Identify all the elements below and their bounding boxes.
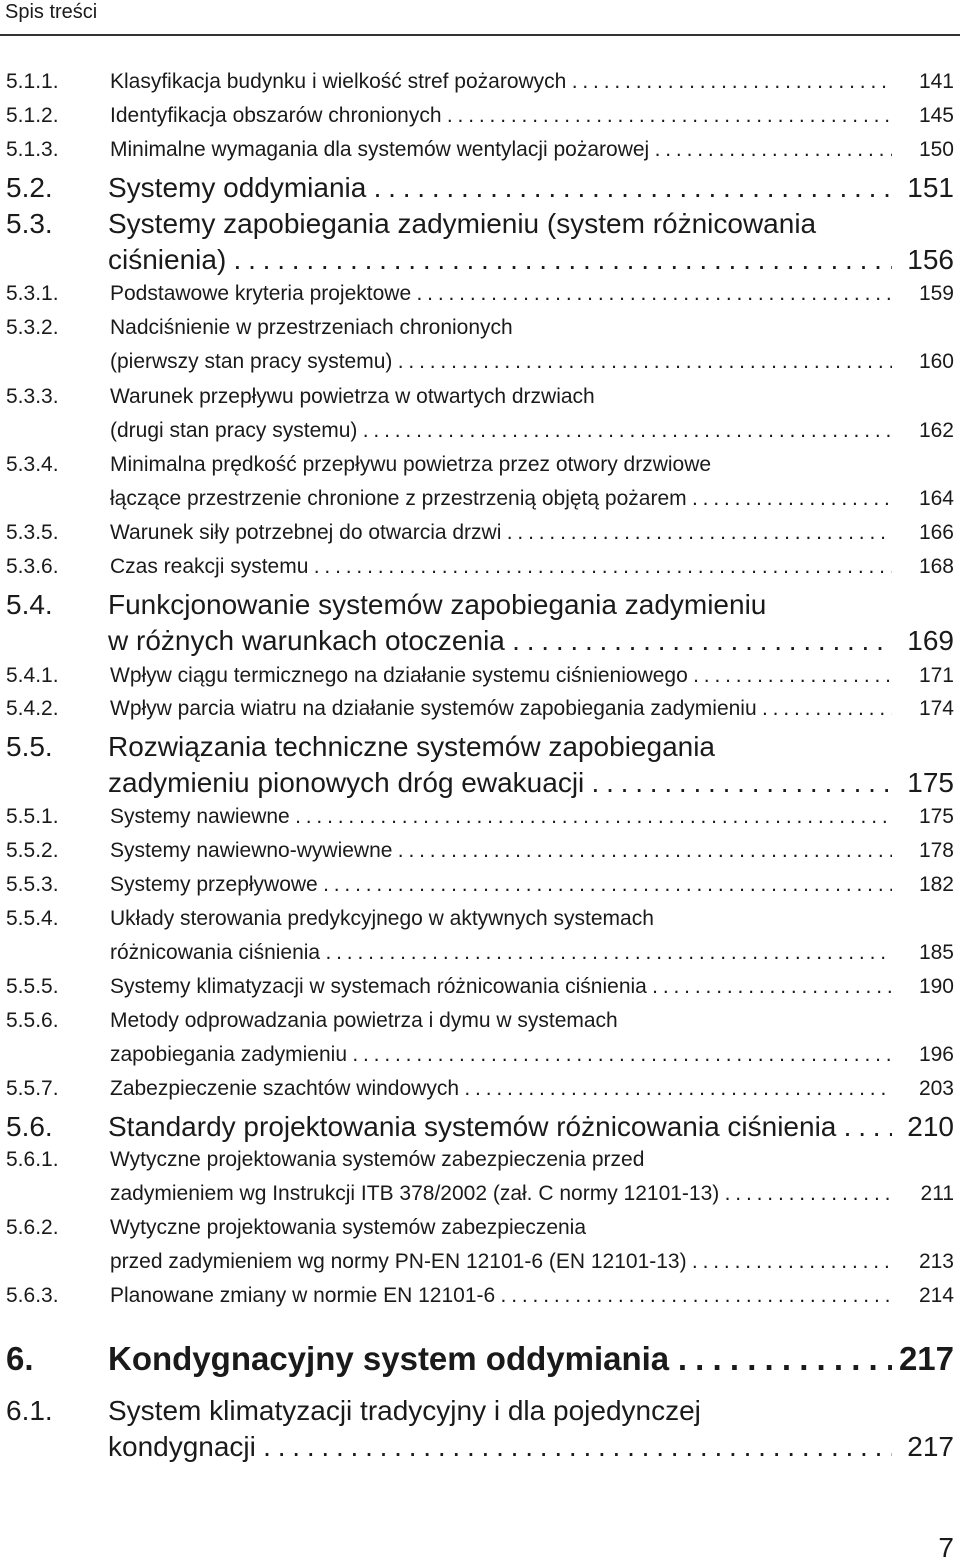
toc-entry-title: Systemy zapobiegania zadymieniu (system różnicowania xyxy=(108,208,817,239)
toc-entry-title: System klimatyzacji tradycyjny i dla pojedynczej xyxy=(108,1395,701,1426)
toc-entry-number: 5.4. xyxy=(6,589,53,620)
toc-entry[interactable] xyxy=(0,138,960,172)
toc-entry-number: 5.3.1. xyxy=(6,282,59,305)
toc-entry-page: 164 xyxy=(918,487,954,510)
toc-entry[interactable] xyxy=(0,316,960,384)
toc-entry-title: Kondygnacyjny system oddymiania . . . xyxy=(108,1340,892,1378)
toc-entry-title: ciśnienia) . . . xyxy=(108,244,892,276)
toc-entry[interactable] xyxy=(0,873,960,907)
toc-entry-number: 5.6.1. xyxy=(6,1148,59,1171)
toc-entry-title: przed zadymieniem wg normy PN-EN 12101-6 (EN 12101-13) . . . xyxy=(110,1250,892,1274)
toc-entry-title: zadymieniu pionowych dróg ewakuacji . . . xyxy=(108,767,892,799)
toc-entry[interactable] xyxy=(0,907,960,975)
toc-entry-page: 171 xyxy=(918,664,954,687)
toc-entry-page: 214 xyxy=(918,1284,954,1307)
toc-entry-title: Minimalne wymagania dla systemów wentylacji pożarowej . . . xyxy=(110,138,892,162)
toc-entry-title: Czas reakcji systemu . . . xyxy=(110,555,892,579)
toc-entry-page: 210 xyxy=(907,1111,954,1142)
toc-entry-number: 5.1.2. xyxy=(6,104,59,127)
toc-entry-number: 5.3. xyxy=(6,208,53,239)
toc-entry-title: Systemy nawiewno-wywiewne . . . xyxy=(110,839,892,863)
toc-entry-title: Podstawowe kryteria projektowe . . . xyxy=(110,282,892,306)
page-number: 7 xyxy=(938,1532,954,1563)
toc-entry[interactable] xyxy=(0,664,960,698)
toc-entry-title: Warunek siły potrzebnej do otwarcia drzwi . . . xyxy=(110,521,892,545)
toc-entry-title: Funkcjonowanie systemów zapobiegania zadymieniu xyxy=(108,589,767,620)
toc-entry-title: Planowane zmiany w normie EN 12101-6 . . . xyxy=(110,1284,892,1308)
toc-entry[interactable] xyxy=(0,208,960,280)
toc-entry-title: Wytyczne projektowania systemów zabezpieczenia xyxy=(110,1216,587,1239)
toc-entry-number: 5.5.4. xyxy=(6,907,59,930)
toc-entry[interactable] xyxy=(0,521,960,555)
toc-entry-title: Identyfikacja obszarów chronionych . . . xyxy=(110,104,892,128)
toc-entry[interactable] xyxy=(0,1111,960,1147)
toc-entry-title: różnicowania ciśnienia . . . xyxy=(110,941,892,965)
toc-entry-number: 5.2. xyxy=(6,172,53,203)
toc-entry-title: Systemy przepływowe . . . xyxy=(110,873,892,897)
toc-entry-page: 175 xyxy=(907,767,954,798)
toc-entry[interactable] xyxy=(0,282,960,316)
toc-entry-number: 5.4.2. xyxy=(6,697,59,720)
toc-entry-page: 174 xyxy=(918,697,954,720)
toc-entry[interactable] xyxy=(0,385,960,453)
toc-entry-page: 211 xyxy=(920,1182,954,1205)
toc-entry[interactable] xyxy=(0,1077,960,1111)
toc-entry-title: Układy sterowania predykcyjnego w aktywnych systemach xyxy=(110,907,654,930)
toc-entry-number: 5.3.2. xyxy=(6,316,59,339)
toc-entry-page: 203 xyxy=(918,1077,954,1100)
toc-entry[interactable] xyxy=(0,555,960,589)
toc-entry-page: 217 xyxy=(907,1431,954,1462)
toc-entry-page: 156 xyxy=(907,244,954,275)
toc-entry-number: 5.3.4. xyxy=(6,453,59,476)
toc-entry-number: 5.5.3. xyxy=(6,873,59,896)
toc-entry[interactable] xyxy=(0,839,960,873)
toc-entry-number: 5.6. xyxy=(6,1111,53,1142)
toc-entry-title: Minimalna prędkość przepływu powietrza przez otwory drzwiowe xyxy=(110,453,712,476)
toc-entry-number: 5.1.1. xyxy=(6,70,59,93)
toc-entry-number: 5.6.3. xyxy=(6,1284,59,1307)
toc-entry-title: w różnych warunkach otoczenia . . . xyxy=(108,625,892,657)
toc-entry-page: 160 xyxy=(918,350,954,373)
toc-entry-title: Warunek przepływu powietrza w otwartych drzwiach xyxy=(110,385,595,408)
toc-entry-number: 5.5.6. xyxy=(6,1009,59,1032)
toc-entry-title: łączące przestrzenie chronione z przestrzenią objętą pożarem . . . xyxy=(110,487,892,511)
toc-entry-page: 145 xyxy=(918,104,954,127)
toc-entry-page: 150 xyxy=(918,138,954,161)
toc-entry[interactable] xyxy=(0,1009,960,1077)
toc-entry-title: kondygnacji . . . xyxy=(108,1431,892,1463)
toc-entry-page: 168 xyxy=(918,555,954,578)
toc-entry[interactable] xyxy=(0,70,960,104)
toc-entry-title: zadymieniem wg Instrukcji ITB 378/2002 (zał. C normy 12101-13) . . . xyxy=(110,1182,892,1206)
toc-entry-title: Rozwiązania techniczne systemów zapobiegania xyxy=(108,731,716,762)
toc-entry-number: 6. xyxy=(6,1340,34,1377)
toc-entry-number: 5.5.7. xyxy=(6,1077,59,1100)
toc-entry-number: 5.4.1. xyxy=(6,664,59,687)
toc-entry-title: Systemy oddymiania . . . xyxy=(108,172,892,204)
toc-entry[interactable] xyxy=(0,1148,960,1216)
toc-entry-title: Wytyczne projektowania systemów zabezpieczenia przed xyxy=(110,1148,645,1171)
toc-entry-page: 190 xyxy=(918,975,954,998)
toc-entry[interactable] xyxy=(0,1340,960,1380)
toc-entry-title: Zabezpieczenie szachtów windowych . . . xyxy=(110,1077,892,1101)
toc-entry-title: (pierwszy stan pracy systemu) . . . xyxy=(110,350,892,374)
toc-entry-title: Systemy klimatyzacji w systemach różnicowania ciśnienia . . . xyxy=(110,975,892,999)
toc-entry-number: 5.5.2. xyxy=(6,839,59,862)
toc-entry-title: Nadciśnienie w przestrzeniach chronionych xyxy=(110,316,513,339)
toc-entry-page: 162 xyxy=(918,419,954,442)
toc-entry-page: 159 xyxy=(918,282,954,305)
header-title: Spis treści xyxy=(5,1,98,23)
toc-entry-page: 217 xyxy=(898,1340,954,1377)
toc-entry-number: 5.5.1. xyxy=(6,805,59,828)
toc-entry-page: 169 xyxy=(907,625,954,656)
toc-entry-page: 178 xyxy=(918,839,954,862)
toc-entry[interactable] xyxy=(0,1284,960,1318)
toc-entry[interactable] xyxy=(0,975,960,1009)
toc-entry[interactable] xyxy=(0,731,960,803)
toc-entry[interactable] xyxy=(0,172,960,208)
toc-entry-title: Standardy projektowania systemów różnicowania ciśnienia . . . xyxy=(108,1111,892,1143)
toc-entry-page: 213 xyxy=(918,1250,954,1273)
toc-entry-page: 151 xyxy=(907,172,954,203)
toc-entry-number: 5.5. xyxy=(6,731,53,762)
toc-entry[interactable] xyxy=(0,805,960,839)
toc-entry-number: 6.1. xyxy=(6,1395,53,1426)
toc-entry-number: 5.5.5. xyxy=(6,975,59,998)
toc-entry-title: Metody odprowadzania powietrza i dymu w systemach xyxy=(110,1009,618,1032)
toc-entry-title: Wpływ ciągu termicznego na działanie systemu ciśnieniowego . . . xyxy=(110,664,892,688)
toc-entry-title: Klasyfikacja budynku i wielkość stref pożarowych . . . xyxy=(110,70,892,94)
toc-entry-page: 166 xyxy=(918,521,954,544)
toc-entry-number: 5.6.2. xyxy=(6,1216,59,1239)
toc-entry[interactable] xyxy=(0,697,960,731)
page-header xyxy=(0,0,960,36)
toc-entry[interactable] xyxy=(0,589,960,661)
toc-entry-number: 5.3.6. xyxy=(6,555,59,578)
toc-entry-number: 5.3.5. xyxy=(6,521,59,544)
toc-entry[interactable] xyxy=(0,1395,960,1467)
toc-entry[interactable] xyxy=(0,453,960,521)
toc-entry-page: 185 xyxy=(918,941,954,964)
toc-entry-page: 182 xyxy=(918,873,954,896)
toc-entry-title: Wpływ parcia wiatru na działanie systemów zapobiegania zadymieniu . . . xyxy=(110,697,892,721)
toc-entry-page: 175 xyxy=(918,805,954,828)
toc-entry-title: zapobiegania zadymieniu . . . xyxy=(110,1043,892,1067)
toc-entry-number: 5.1.3. xyxy=(6,138,59,161)
toc-entry-title: Systemy nawiewne . . . xyxy=(110,805,892,829)
toc-entry[interactable] xyxy=(0,1216,960,1284)
toc-entry-number: 5.3.3. xyxy=(6,385,59,408)
toc-entry-page: 196 xyxy=(918,1043,954,1066)
toc-entry-page: 141 xyxy=(918,70,954,93)
toc-entry-title: (drugi stan pracy systemu) . . . xyxy=(110,419,892,443)
toc-entry[interactable] xyxy=(0,104,960,138)
